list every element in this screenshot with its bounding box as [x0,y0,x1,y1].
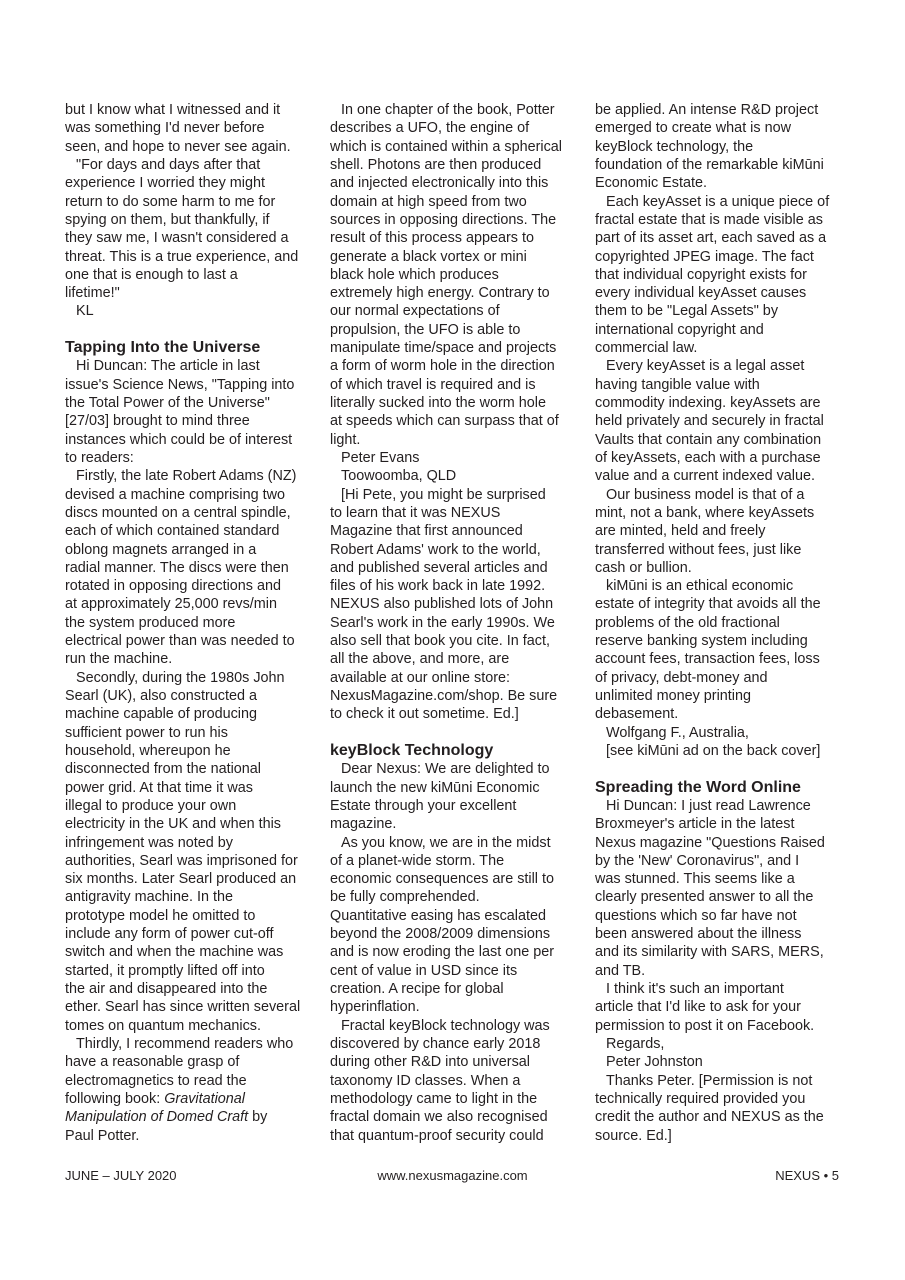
paragraph-start-line: Thanks Peter. [Permission is not [606,1072,813,1089]
text-line: questions which so far have not [595,907,797,924]
text-line: the Total Power of the Universe" [65,395,270,411]
text-line: fractal estate that is made visible as [595,211,823,228]
text-line: Paul Potter. [65,1127,140,1144]
text-line: the system produced more [65,614,236,631]
paragraph-start-line: As you know, we are in the midst [341,834,551,851]
text-line: hyperinflation. [330,999,420,1016]
text-line: reserve banking system including [595,633,808,650]
text-line: at speeds which can surpass that of [330,413,559,430]
text-line: to check it out sometime. Ed.] [330,706,519,723]
text-line: to readers: [65,449,134,466]
text-line: credit the author and NEXUS as the [595,1109,824,1126]
text-line: radial manner. The discs were then [65,559,289,576]
text-line: NexusMagazine.com/shop. Be sure [330,688,558,704]
text-line: Robert Adams' work to the world, [330,541,541,558]
text-line: commercial law. [595,340,698,357]
text-line: Searl (UK), also constructed a [65,688,257,704]
text-line: electricity in the UK and when this [65,816,281,833]
text-line: return to do some harm to me for [65,193,276,210]
text-line: authorities, Searl was imprisoned for [65,852,298,869]
text-line: having tangible value with [595,376,760,393]
text-line: electromagnetics to read the [65,1072,247,1089]
paragraph-start-line: Hi Duncan: The article in last [76,358,260,375]
text-line: source. Ed.] [595,1127,672,1144]
footer-issue-date: JUNE – JULY 2020 [65,1168,177,1183]
text-line: of a planet-wide storm. The [330,852,505,869]
text-line: and injected electronically into this [330,175,549,192]
text-line: Vaults that contain any combination [595,431,822,448]
text-line: copyrighted JPEG image. The fact [595,248,814,265]
text-line: was stunned. This seems like a [595,871,795,888]
text-line: Magazine that first announced [330,523,523,540]
text-line: account fees, transaction fees, loss [595,651,820,668]
text-line: economic consequences are still to [330,871,554,888]
text-line: be applied. An intense R&D project [595,102,819,118]
text-line: discs mounted on a central spindle, [65,504,291,521]
text-line: antigravity machine. In the [65,889,233,906]
text-line: creation. A recipe for global [330,981,504,997]
text-line: that individual copyright exists for [595,266,807,283]
column-1 [65,101,320,1145]
text-line: Estate through your excellent [330,797,517,814]
paragraph-start-line: Each keyAsset is a unique piece of [606,193,830,210]
text-line: are minted, held and freely [595,523,766,540]
text-line: international copyright and [595,321,764,338]
text-line: and is now eroding the last one per [330,944,555,961]
text-line: all the above, and more, are [330,651,510,668]
text-line: experience I worried they might [65,175,265,192]
text-line: debasement. [595,706,679,723]
text-line: was something I'd never before [65,120,265,137]
book-title-text: Gravitational [164,1090,245,1107]
text-line: generate a black vortex or mini [330,248,527,265]
text-line: illegal to produce your own [65,797,237,814]
text-line: taxonomy ID classes. When a [330,1072,521,1089]
text-line: devised a machine comprising two [65,486,285,503]
paragraph-start-line: kiMūni is an ethical economic [606,578,794,595]
footer-website: www.nexusmagazine.com [377,1168,528,1183]
text-line: disconnected from the national [65,761,261,778]
text-line: cash or bullion. [595,559,692,576]
text-line: threat. This is a true experience, and [65,248,299,265]
text-line: ether. Searl has since written several [65,999,301,1016]
text-line: that quantum-proof security could [330,1127,544,1144]
text-line: household, whereupon he [65,742,231,759]
text-line: every individual keyAsset causes [595,285,807,302]
text-line: tomes on quantum mechanics. [65,1017,261,1034]
paragraph-start-line: Firstly, the late Robert Adams (NZ) [76,468,297,485]
text-line: and its similarity with SARS, MERS, [595,944,824,961]
text-span: by [248,1109,268,1126]
text-line: run the machine. [65,651,173,668]
text-line: which is contained within a spherical [330,138,562,155]
text-line: have a reasonable grasp of [65,1054,240,1071]
column-3 [595,101,850,1145]
text-line: switch and when the machine was [65,944,284,961]
text-line: unlimited money printing [595,688,751,704]
text-line: part of its asset art, each saved as a [595,230,827,247]
text-line: power grid. At that time it was [65,779,253,796]
text-line: clearly presented answer to all the [595,889,814,906]
paragraph-start-line: Fractal keyBlock technology was [341,1017,550,1034]
book-title-text: Manipulation of Domed Craft [65,1109,249,1126]
text-line: article that I'd like to ask for your [595,999,801,1016]
text-line: extremely high energy. Contrary to [330,285,550,302]
section-heading: Tapping Into the Universe [65,339,261,357]
text-line: the air and disappeared into the [65,981,268,997]
text-line: problems of the old fractional [595,614,780,631]
text-line: Nexus magazine "Questions Raised [595,834,825,851]
footer-page-number: NEXUS • 5 [775,1168,839,1183]
text-line: estate of integrity that avoids all the [595,596,821,613]
text-line: transferred without fees, just like [595,541,802,558]
text-line: emerged to create what is now [595,120,791,137]
text-line: include any form of power cut-off [65,926,274,943]
text-line: at approximately 25,000 revs/min [65,596,277,613]
text-line: commodity indexing. keyAssets are [595,395,821,411]
paragraph-start-line: [see kiMūni ad on the back cover] [606,742,821,759]
text-line: value and a current indexed value. [595,468,816,485]
text-line: one that is enough to last a [65,266,238,283]
text-line: Broxmeyer's article in the latest [595,816,795,833]
text-line [65,1090,320,1108]
paragraph-start-line: Our business model is that of a [606,486,805,503]
text-line: propulsion, the UFO is able to [330,321,521,338]
text-line: and published several articles and [330,559,548,576]
paragraph-start-line: Secondly, during the 1980s John [76,669,285,686]
paragraph-start-line: [Hi Pete, you might be surprised [341,486,546,503]
text-line: issue's Science News, "Tapping into [65,376,295,393]
paragraph-start-line: Dear Nexus: We are delighted to [341,761,550,778]
text-line: them to be "Legal Assets" by [595,303,779,320]
paragraph-start-line: Thirdly, I recommend readers who [76,1035,294,1052]
text-line: infringement was noted by [65,834,233,851]
text-line: sufficient power to run his [65,724,228,741]
text-line: each of which contained standard [65,523,280,540]
text-line: sources in opposing directions. The [330,211,557,228]
text-line: lifetime!" [65,285,120,302]
text-line: held privately and securely in fractal [595,413,824,430]
text-line: discovered by chance early 2018 [330,1035,541,1052]
text-line: Quantitative easing has escalated [330,907,547,924]
text-line: manipulate time/space and projects [330,340,557,357]
text-line: permission to post it on Facebook. [595,1017,815,1034]
paragraph-start-line: Regards, [606,1035,665,1052]
text-line: shell. Photons are then produced [330,156,542,173]
text-line: they saw me, I wasn't considered a [65,230,289,247]
text-line: Searl's work in the early 1990s. We [330,614,555,631]
paragraph-start-line: In one chapter of the book, Potter [341,102,555,118]
text-line: keyBlock technology, the [595,138,754,155]
text-line: of which travel is required and is [330,376,536,393]
text-line [65,1108,320,1126]
paragraph-start-line: Wolfgang F., Australia, [606,724,749,741]
text-span: following book: [65,1090,165,1107]
text-line: technically required provided you [595,1090,806,1107]
paragraph-start-line: Every keyAsset is a legal asset [606,358,805,375]
text-line: six months. Later Searl produced an [65,871,297,888]
text-line: rotated in opposing directions and [65,578,282,595]
text-line: and TB. [595,962,646,979]
text-line: mint, not a bank, where keyAssets [595,504,815,521]
text-line: also sell that book you cite. In fact, [330,633,550,650]
text-line: been answered about the illness [595,926,802,943]
paragraph-start-line: I think it's such an important [606,981,784,997]
text-line: our normal expectations of [330,303,500,320]
text-line: methodology came to light in the [330,1090,538,1107]
text-line: black hole which produces [330,266,499,283]
text-line: machine capable of producing [65,706,258,723]
text-line: domain at high speed from two [330,193,527,210]
text-line: available at our online store: [330,669,510,686]
text-line: Economic Estate. [595,175,707,192]
text-line: spying on them, but thankfully, if [65,211,270,228]
blank-line [65,321,320,339]
text-line: light. [330,431,361,448]
paragraph-start-line: KL [76,303,94,320]
text-line: of keyAssets, each with a purchase [595,449,821,466]
text-line: cent of value in USD since its [330,962,518,979]
text-line: literally sucked into the worm hole [330,395,546,411]
paragraph-start-line: Peter Johnston [606,1054,703,1071]
blank-line [330,724,585,742]
text-line: seen, and hope to never see again. [65,138,291,155]
text-line: fractal domain we also recognised [330,1109,548,1126]
text-line: be fully comprehended. [330,889,480,906]
text-line: NEXUS also published lots of John [330,596,554,613]
paragraph-start-line: Hi Duncan: I just read Lawrence [606,797,811,814]
text-line: a form of worm hole in the direction [330,358,555,375]
paragraph-start-line: Peter Evans [341,449,420,466]
text-line: magazine. [330,816,397,833]
text-line: foundation of the remarkable kiMūni [595,156,824,173]
text-line: but I know what I witnessed and it [65,102,281,118]
text-line: describes a UFO, the engine of [330,120,530,137]
paragraph-start-line: Toowoomba, QLD [341,468,457,485]
text-line: files of his work back in late 1992. [330,578,546,595]
text-line: electrical power than was needed to [65,633,295,650]
section-heading: Spreading the Word Online [595,778,801,796]
text-line: instances which could be of interest [65,431,293,448]
text-line: launch the new kiMūni Economic [330,779,540,796]
paragraph-start-line: "For days and days after that [76,156,261,173]
text-line: to learn that it was NEXUS [330,504,501,521]
text-line: during other R&D into universal [330,1054,530,1071]
text-line: result of this process appears to [330,230,534,247]
text-line: of privacy, debt-money and [595,669,768,686]
column-2 [330,101,585,1145]
text-line: [27/03] brought to mind three [65,413,250,430]
blank-line [595,760,850,778]
section-heading: keyBlock Technology [330,741,494,759]
text-line: prototype model he omitted to [65,907,256,924]
text-line: by the 'New' Coronavirus", and I [595,852,800,869]
text-line: oblong magnets arranged in a [65,541,257,558]
text-line: beyond the 2008/2009 dimensions [330,926,551,943]
text-line: started, it promptly lifted off into [65,962,265,979]
